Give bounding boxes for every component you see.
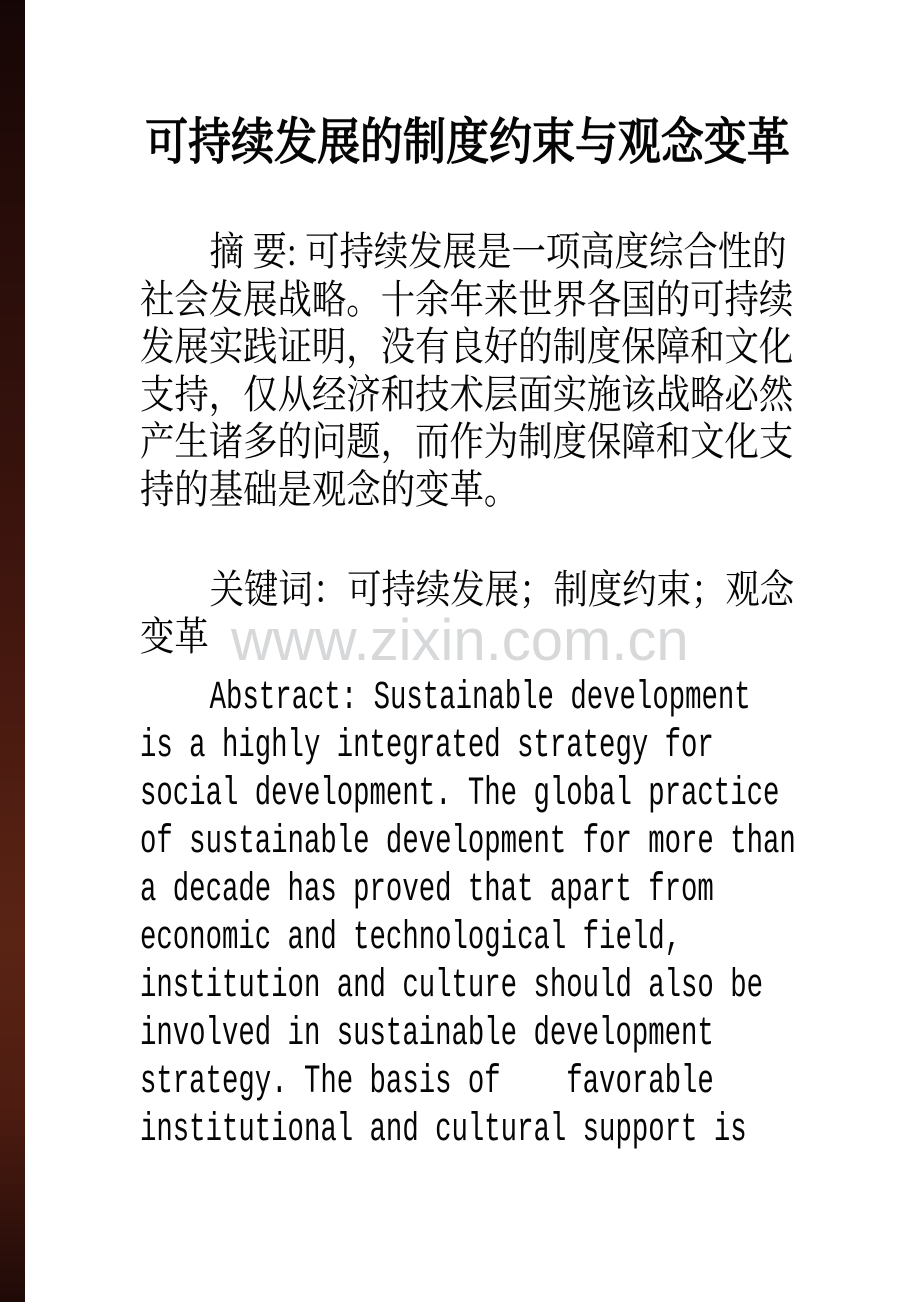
chinese-abstract-line: 支持，仅从经济和技术层面实施该战略必然	[140, 371, 794, 417]
english-abstract-line: of sustainable development for more than	[140, 819, 796, 865]
english-abstract-paragraph	[140, 675, 795, 1155]
chinese-abstract-line: 持的基础是观念的变革。	[140, 466, 519, 512]
scan-edge-strip	[0, 0, 25, 1302]
english-abstract-line: strategy. The basis of favorable	[140, 1059, 714, 1105]
english-abstract-line: institution and culture should also be	[140, 963, 764, 1009]
english-abstract-line: social development. The global practice	[140, 771, 780, 817]
chinese-abstract-line: 发展实践证明，没有良好的制度保障和文化	[140, 324, 794, 370]
keywords-line: 关键词：可持续发展；制度约束；观念	[209, 566, 795, 612]
english-abstract-line: a decade has proved that apart from	[140, 867, 714, 913]
english-abstract-line: institutional and cultural support is	[140, 1107, 747, 1153]
keywords-line: 变革	[140, 614, 209, 660]
chinese-abstract-paragraph	[140, 228, 795, 514]
english-abstract-line: is a highly integrated strategy for	[140, 723, 714, 769]
watermark: www.zixin.com.cn	[231, 608, 689, 673]
keywords-paragraph	[140, 566, 795, 661]
english-abstract-line: economic and technological field,	[140, 915, 682, 961]
chinese-abstract-line: 社会发展战略。十余年来世界各国的可持续	[140, 276, 794, 322]
english-abstract-line: Abstract: Sustainable development	[209, 675, 751, 721]
chinese-abstract-line: 产生诸多的问题，而作为制度保障和文化支	[140, 419, 794, 465]
document-content	[140, 0, 795, 1155]
document-title: 可持续发展的制度约束与观念变革	[145, 114, 790, 170]
english-abstract-line: involved in sustainable development	[140, 1011, 714, 1057]
chinese-abstract-line: 摘 要: 可持续发展是一项高度综合性的	[209, 229, 787, 274]
